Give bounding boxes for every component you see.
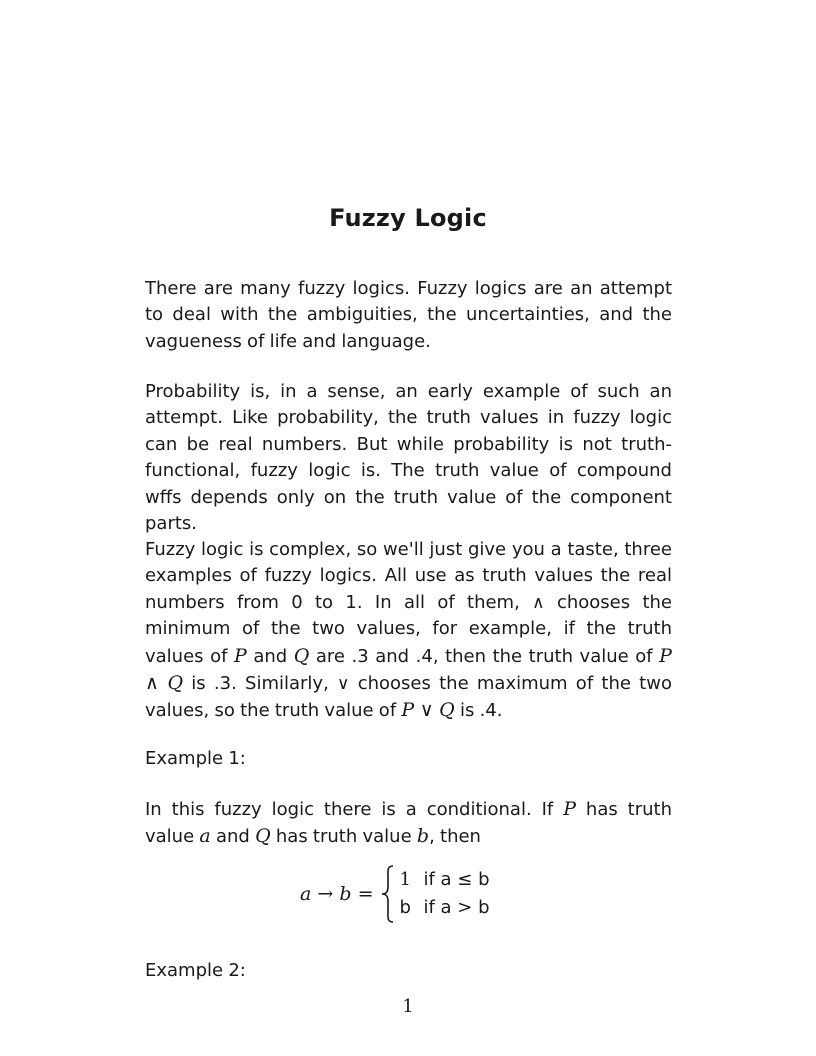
- text-segment: chooses the minimum of the two values, for example, if the truth values of: [145, 591, 672, 667]
- formula-var-b: b: [339, 883, 352, 905]
- text-segment: is .4.: [459, 700, 503, 722]
- paragraph-truth-values: [145, 537, 672, 725]
- case-1-condition: if a ≤ b: [423, 869, 490, 890]
- and-symbol: ∧: [532, 592, 545, 613]
- equals-symbol: =: [357, 883, 374, 905]
- expression-p-and-q: P ∧ Q: [145, 644, 672, 695]
- paragraph-probability: Probability is, in a sense, an early example of such an attempt. Like probability, the truth values in fuzzy logic can be real numbers. But while probability is not truth-functional, fuzzy logic is. The truth value of compound wffs depends only on the truth value of the component parts.: [145, 381, 672, 535]
- paragraph-intro: There are many fuzzy logics. Fuzzy logics are an attempt to deal with the ambiguities, the uncertainties, and the vagueness of life and language.: [145, 278, 672, 352]
- page-title: Fuzzy Logic: [329, 204, 487, 232]
- variable-b: b: [416, 825, 430, 848]
- text-segment: Fuzzy logic is complex, so we'll just give you a taste, three examples of fuzzy logics. All use as truth values the real numbers from 0 to 1. In all of them,: [145, 539, 672, 613]
- case-row: [399, 894, 489, 922]
- paragraph-conditional: [145, 796, 672, 851]
- case-2-condition: if a > b: [423, 897, 490, 918]
- formula-lhs: [300, 883, 373, 905]
- text-segment: and: [215, 826, 250, 848]
- formula-cases: [399, 866, 489, 922]
- text-segment: and: [253, 645, 288, 667]
- case-1-value: 1: [399, 869, 411, 890]
- variable-a: a: [199, 825, 211, 848]
- left-brace-icon: [381, 865, 395, 923]
- expression-p-or-q: P ∨ Q: [401, 699, 455, 722]
- case-2-value: b: [399, 897, 411, 918]
- example-2-label: Example 2:: [145, 960, 246, 981]
- page-number: 1: [402, 996, 414, 1017]
- variable-q: Q: [255, 825, 271, 848]
- text-segment: In this fuzzy logic there is a conditional. If: [145, 799, 554, 820]
- text-segment: , then: [429, 826, 481, 848]
- or-symbol: ∨: [337, 674, 350, 695]
- text-segment: is .3. Similarly,: [191, 673, 329, 695]
- conditional-formula: [300, 864, 490, 924]
- text-segment: are .3 and .4, then the truth value of: [315, 645, 653, 667]
- arrow-symbol: →: [317, 883, 334, 905]
- variable-p: P: [233, 644, 247, 667]
- text-segment: has truth value: [275, 826, 412, 848]
- text-segment: has truth value: [145, 799, 672, 848]
- variable-q: Q: [293, 644, 310, 667]
- case-row: [399, 866, 489, 894]
- formula-var-a: a: [300, 883, 312, 905]
- text-segment: chooses the maximum of the two values, so the truth value of: [145, 673, 672, 722]
- variable-p: P: [563, 798, 576, 820]
- example-1-label: Example 1:: [145, 748, 246, 769]
